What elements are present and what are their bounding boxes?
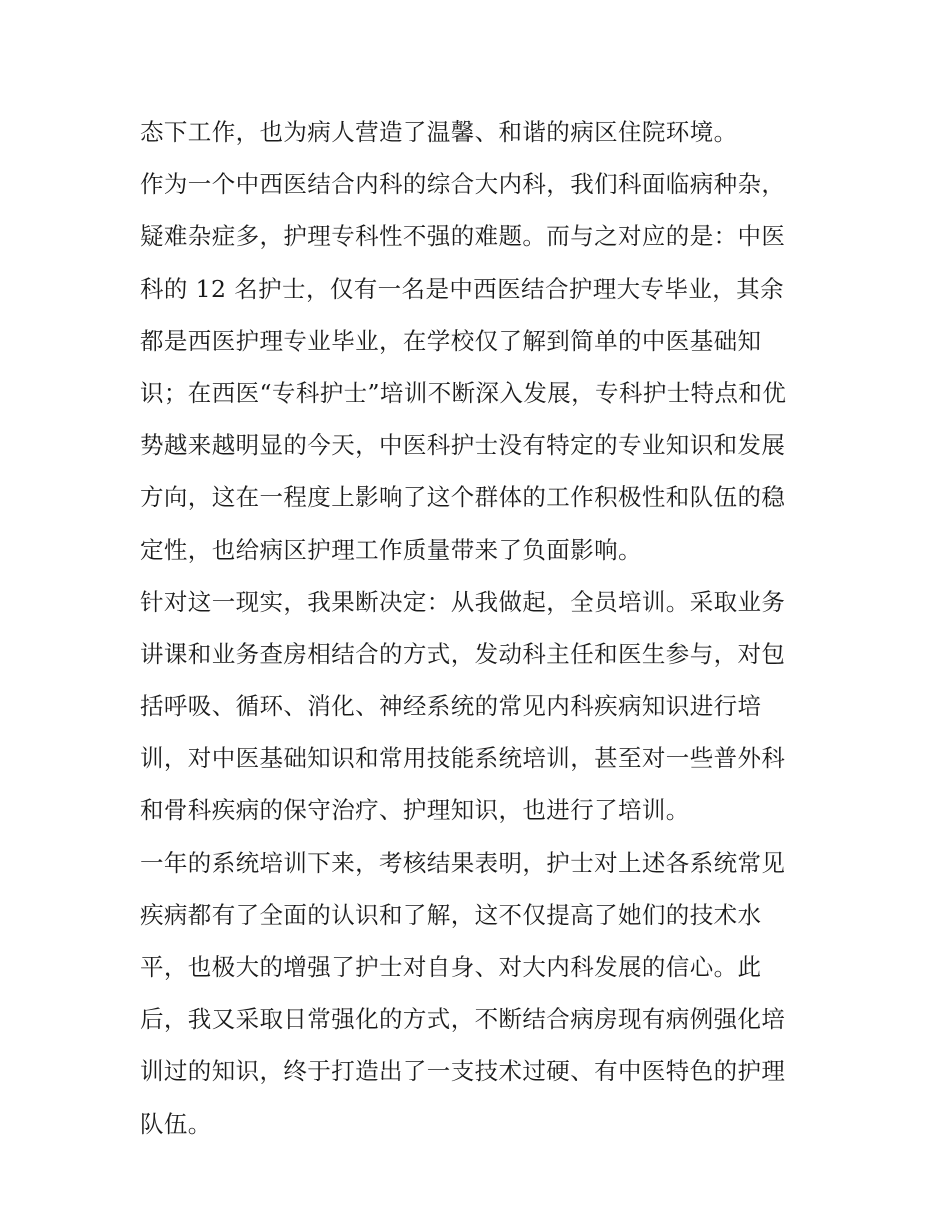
text-line: 作为一个中西医结合内科的综合大内科，我们科面临病种杂， <box>140 170 786 199</box>
text-line: 定性，也给病区护理工作质量带来了负面影响。 <box>140 535 642 564</box>
text-line: 括呼吸、循环、消化、神经系统的常见内科疾病知识进行培 <box>140 692 762 721</box>
text-line: 科的 12 名护士，仅有一名是中西医结合护理大专毕业，其余 <box>140 274 784 303</box>
text-line: 疾病都有了全面的认识和了解，这不仅提高了她们的技术水 <box>140 900 762 929</box>
document-body <box>140 106 815 1150</box>
text-line: 疑难杂症多，护理专科性不强的难题。而与之对应的是：中医 <box>140 222 786 251</box>
text-line: 和骨科疾病的保守治疗、护理知识，也进行了培训。 <box>140 796 690 825</box>
text-line: 平，也极大的增强了护士对自身、对大内科发展的信心。此 <box>140 953 762 981</box>
text-line: 队伍。 <box>140 1109 212 1138</box>
text-line: 针对这一现实，我果断决定：从我做起，全员培训。采取业务 <box>140 587 786 616</box>
text-line: 训，对中医基础知识和常用技能系统培训，甚至对一些普外科 <box>140 744 786 773</box>
text-line: 讲课和业务查房相结合的方式，发动科主任和医生参与，对包 <box>140 639 786 668</box>
text-line: 一年的系统培训下来，考核结果表明，护士对上述各系统常见 <box>140 848 786 877</box>
paragraph <box>140 837 815 1150</box>
paragraph <box>140 576 815 837</box>
paragraph <box>140 106 815 158</box>
text-line: 态下工作，也为病人营造了温馨、和谐的病区住院环境。 <box>140 118 738 146</box>
text-line: 方向，这在一程度上影响了这个群体的工作积极性和队伍的稳 <box>140 483 786 512</box>
paragraph <box>140 158 815 576</box>
text-line: 后，我又采取日常强化的方式，不断结合病房现有病例强化培 <box>140 1005 786 1034</box>
text-line: 势越来越明显的今天，中医科护士没有特定的专业知识和发展 <box>140 431 786 460</box>
text-line: 都是西医护理专业毕业，在学校仅了解到简单的中医基础知 <box>140 326 762 355</box>
text-line: 识；在西医“专科护士”培训不断深入发展，专科护士特点和优 <box>140 378 787 407</box>
text-line: 训过的知识，终于打造出了一支技术过硬、有中医特色的护理 <box>140 1057 786 1086</box>
